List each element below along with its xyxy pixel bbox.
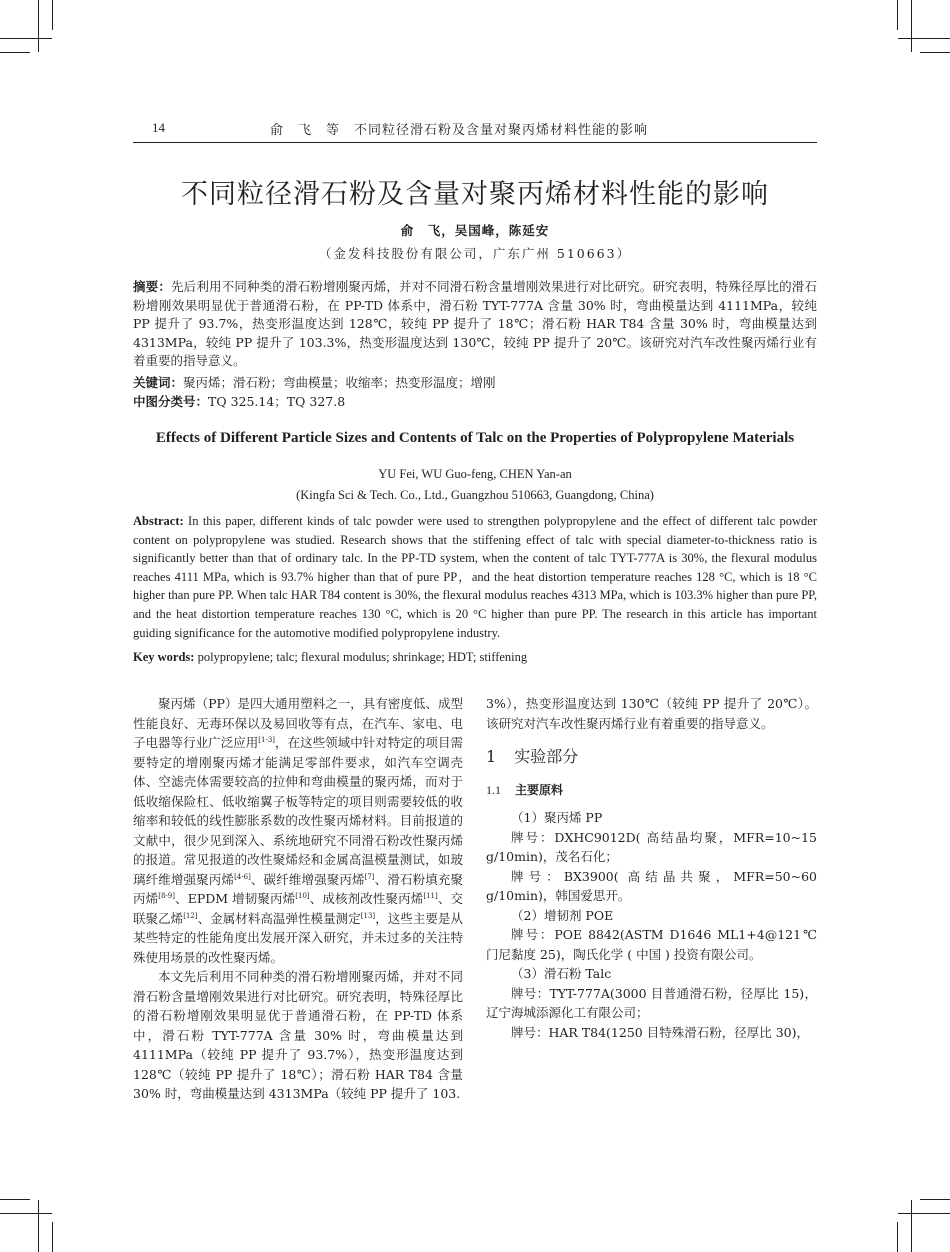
material-pp-grade-2: 牌号：BX3900( 高结晶共聚，MFR=50~60 g/10min)，韩国爱思开。 (486, 868, 817, 903)
section-number: 1 (486, 747, 497, 766)
keywords-en-text: polypropylene; talc; flexural modulus; shrinkage; HDT; stiffening (197, 650, 528, 664)
material-item-pp: （1）聚丙烯 PP (511, 810, 603, 825)
crop-mark-bottom-left-h2 (0, 1199, 30, 1200)
p1-text-c: 、碳纤维增强聚丙烯 (250, 871, 365, 887)
crop-mark-top-left-h (0, 38, 52, 39)
p1-text-f: 、成核剂改性聚丙烯 (309, 891, 424, 906)
p1-text-g: 、交联聚乙烯 (133, 891, 463, 926)
keywords-en (133, 650, 817, 665)
crop-mark-top-right-h (898, 38, 950, 39)
keywords-zh-text: 聚丙烯；滑石粉；弯曲模量；收缩率；热变形温度；增刚 (183, 375, 496, 390)
section-title: 实验部分 (514, 747, 579, 766)
paper-title-zh: 不同粒径滑石粉及含量对聚丙烯材料性能的影响 (181, 179, 769, 210)
crop-mark-top-right-v2 (897, 0, 898, 30)
crop-mark-top-left-h2 (0, 52, 30, 53)
citation-ref: [8-9] (158, 891, 175, 900)
crop-mark-bottom-left-h (0, 1213, 52, 1214)
body-right-column (486, 694, 817, 1042)
crop-mark-bottom-right-v2 (897, 1222, 898, 1252)
citation-ref: [4-6] (234, 872, 251, 881)
abstract-en (133, 512, 817, 642)
clc-zh-label: 中图分类号： (133, 394, 209, 409)
material-talc-grade-2: 牌号：HAR T84(1250 目特殊滑石粉，径厚比 30)， (511, 1024, 809, 1040)
subsection-title: 主要原料 (515, 782, 564, 797)
material-item-poe: （2）增韧剂 POE (511, 907, 614, 923)
authors-en: YU Fei, WU Guo-feng, CHEN Yan-an (378, 467, 572, 481)
intro-paragraph-2: 本文先后利用不同种类的滑石粉增刚聚丙烯，并对不同滑石粉含量增刚效果进行对比研究。研究表明，特殊径厚比的滑石粉增刚效果明显优于普通滑石粉，在 PP-TD 体系中，滑石粉 TYT-777A 含量 30% 时，弯曲模量达到 4111MPa（较纯 PP 提升了 93.7%），热变形温度达到 128℃（较纯 PP 提升了 18℃）；滑石粉 HAR T84 含量 30% 时，弯曲模量达到 4313MPa（较纯 PP 提升了 103. (133, 969, 463, 1101)
running-title: 俞 飞 等 不同粒径滑石粉及含量对聚丙烯材料性能的影响 (270, 123, 649, 138)
subsection-heading-1-1 (486, 781, 817, 801)
intro-paragraph-2-continued: 3%），热变形温度达到 130℃（较纯 PP 提升了 20℃）。该研究对汽车改性聚丙烯行业有着重要的指导意义。 (486, 696, 817, 731)
page-number: 14 (152, 120, 165, 135)
crop-mark-bottom-right-h2 (920, 1199, 950, 1200)
crop-mark-top-right-h2 (920, 52, 950, 53)
p1-text-b: ，在这些领域中针对特定的项目需要特定的增刚聚丙烯才能满足零部件要求，如汽车空调壳体、空滤壳体需要较高的拉伸和弯曲模量的聚丙烯，而对于低收缩保险杠、低收缩翼子板等特定的项目则需要较低的收缩率和较低的线性膨胀系数的改性聚丙烯材料。目前报道的文献中，很少见到深入、系统地研究不同滑石粉改性聚丙烯的报道。常见报道的改性聚烯烃和金属高温模量测试，如玻璃纤维增强聚丙烯 (133, 735, 463, 887)
keywords-en-label: Key words: (133, 650, 195, 664)
citation-ref: [13] (360, 911, 376, 920)
citation-ref: [7] (364, 872, 375, 881)
abstract-zh-text: 先后利用不同种类的滑石粉增刚聚丙烯，并对不同滑石粉含量增刚效果进行对比研究。研究表明，特殊径厚比的滑石粉增刚效果明显优于普通滑石粉，在 PP-TD 体系中，滑石粉 TYT-777A 含量 30% 时，弯曲模量达到 4111MPa，较纯 PP 提升了 93.7%，热变形温度达到 128℃，较纯 PP 提升了 18℃；滑石粉 HAR T84 含量 30% 时，弯曲模量达到 4313MPa，较纯 PP 提升了 103.3%，热变形温度达到 130℃，较纯 PP 提升了 20℃。该研究对汽车改性聚丙烯行业有着重要的指导意义。 (133, 279, 817, 368)
clc-zh-text: TQ 325.14；TQ 327.8 (208, 394, 346, 409)
crop-mark-top-left-v (38, 0, 39, 52)
affiliation-zh: （金发科技股份有限公司，广东广州 510663） (318, 246, 632, 261)
crop-mark-bottom-right-h (898, 1213, 950, 1214)
material-pp-grade-1: 牌号：DXHC9012D( 高结晶均聚，MFR=10~15 g/10min)，茂名石化； (486, 829, 817, 864)
keywords-zh-label: 关键词： (133, 375, 184, 390)
crop-mark-bottom-right-v (911, 1200, 912, 1252)
section-heading-1 (486, 747, 817, 767)
authors-zh: 俞 飞，吴国峰，陈延安 (400, 223, 550, 238)
clc-zh (133, 392, 817, 410)
p1-text-e: 、EPDM 增韧聚丙烯 (174, 891, 296, 906)
p1-text-h: 、金属材料高温弹性模量测定 (197, 910, 361, 926)
p1-text-a: 聚丙烯（PP）是四大通用塑料之一，具有密度低、成型性能良好、无毒环保以及易回收等有点，在汽车、家电、电子电器等行业广泛应用 (133, 696, 463, 750)
crop-mark-bottom-left-v (38, 1200, 39, 1252)
citation-ref: [12] (183, 911, 198, 920)
material-talc-grade-1: 牌号：TYT-777A(3000 目普通滑石粉，径厚比 15)，辽宁海城添源化工有限公司； (486, 985, 817, 1020)
p1-text-i: ，这些主要是从某些特定的性能角度出发展开深入研究，并未过多的关注特殊使用场景的改性聚丙烯。 (133, 910, 463, 965)
material-poe-grade: 牌号：POE 8842(ASTM D1646 ML1+4@121℃ 门尼黏度 25)，陶氏化学 ( 中国 ) 投资有限公司。 (486, 927, 817, 962)
intro-paragraph-1 (133, 694, 463, 967)
abstract-en-label: Abstract: (133, 514, 184, 528)
crop-mark-bottom-left-v2 (52, 1222, 53, 1252)
material-item-talc: （3）滑石粉 Talc (511, 966, 612, 981)
p1-text-d: 、滑石粉填充聚丙烯 (133, 871, 463, 906)
crop-mark-top-right-v (911, 0, 912, 52)
abstract-zh-label: 摘要： (133, 279, 172, 294)
citation-ref: [1-3] (258, 735, 276, 744)
keywords-zh (133, 373, 817, 391)
abstract-zh (133, 278, 817, 371)
crop-mark-top-left-v2 (52, 0, 53, 30)
subsection-number: 1.1 (486, 782, 501, 797)
citation-ref: [10] (295, 891, 310, 900)
abstract-en-text: In this paper, different kinds of talc powder were used to strengthen polypropylene and the effect of different talc powder content on polypropylene was studied. Research shows that the stiffening effect of talc with special diameter-to-thickness ratio is significantly better than that of ordinary talc. In the PP-TD system, when the content of talc TYT-777A is 30%, the flexural modulus reaches 4111 MPa, which is 93.7% higher than that of pure PP，and the heat distortion temperature reaches 128 °C, which is 18 °C higher than pure PP. When talc HAR T84 content is 30%, the flexural modulus reaches 4313 MPa, which is 103.3% higher than pure PP, and the heat distortion temperature reaches 130 °C, which is 20 °C higher than pure PP. The research in this article has important guiding significance for the automotive modified polypropylene industry. (133, 514, 817, 640)
running-header (133, 118, 817, 143)
citation-ref: [11] (423, 891, 438, 900)
paper-title-en: Effects of Different Particle Sizes and Contents of Talc on the Properties of Polypropylene Materials (155, 430, 795, 446)
body-left-column (133, 694, 463, 1104)
affiliation-en: (Kingfa Sci & Tech. Co., Ltd., Guangzhou 510663, Guangdong, China) (296, 488, 654, 502)
